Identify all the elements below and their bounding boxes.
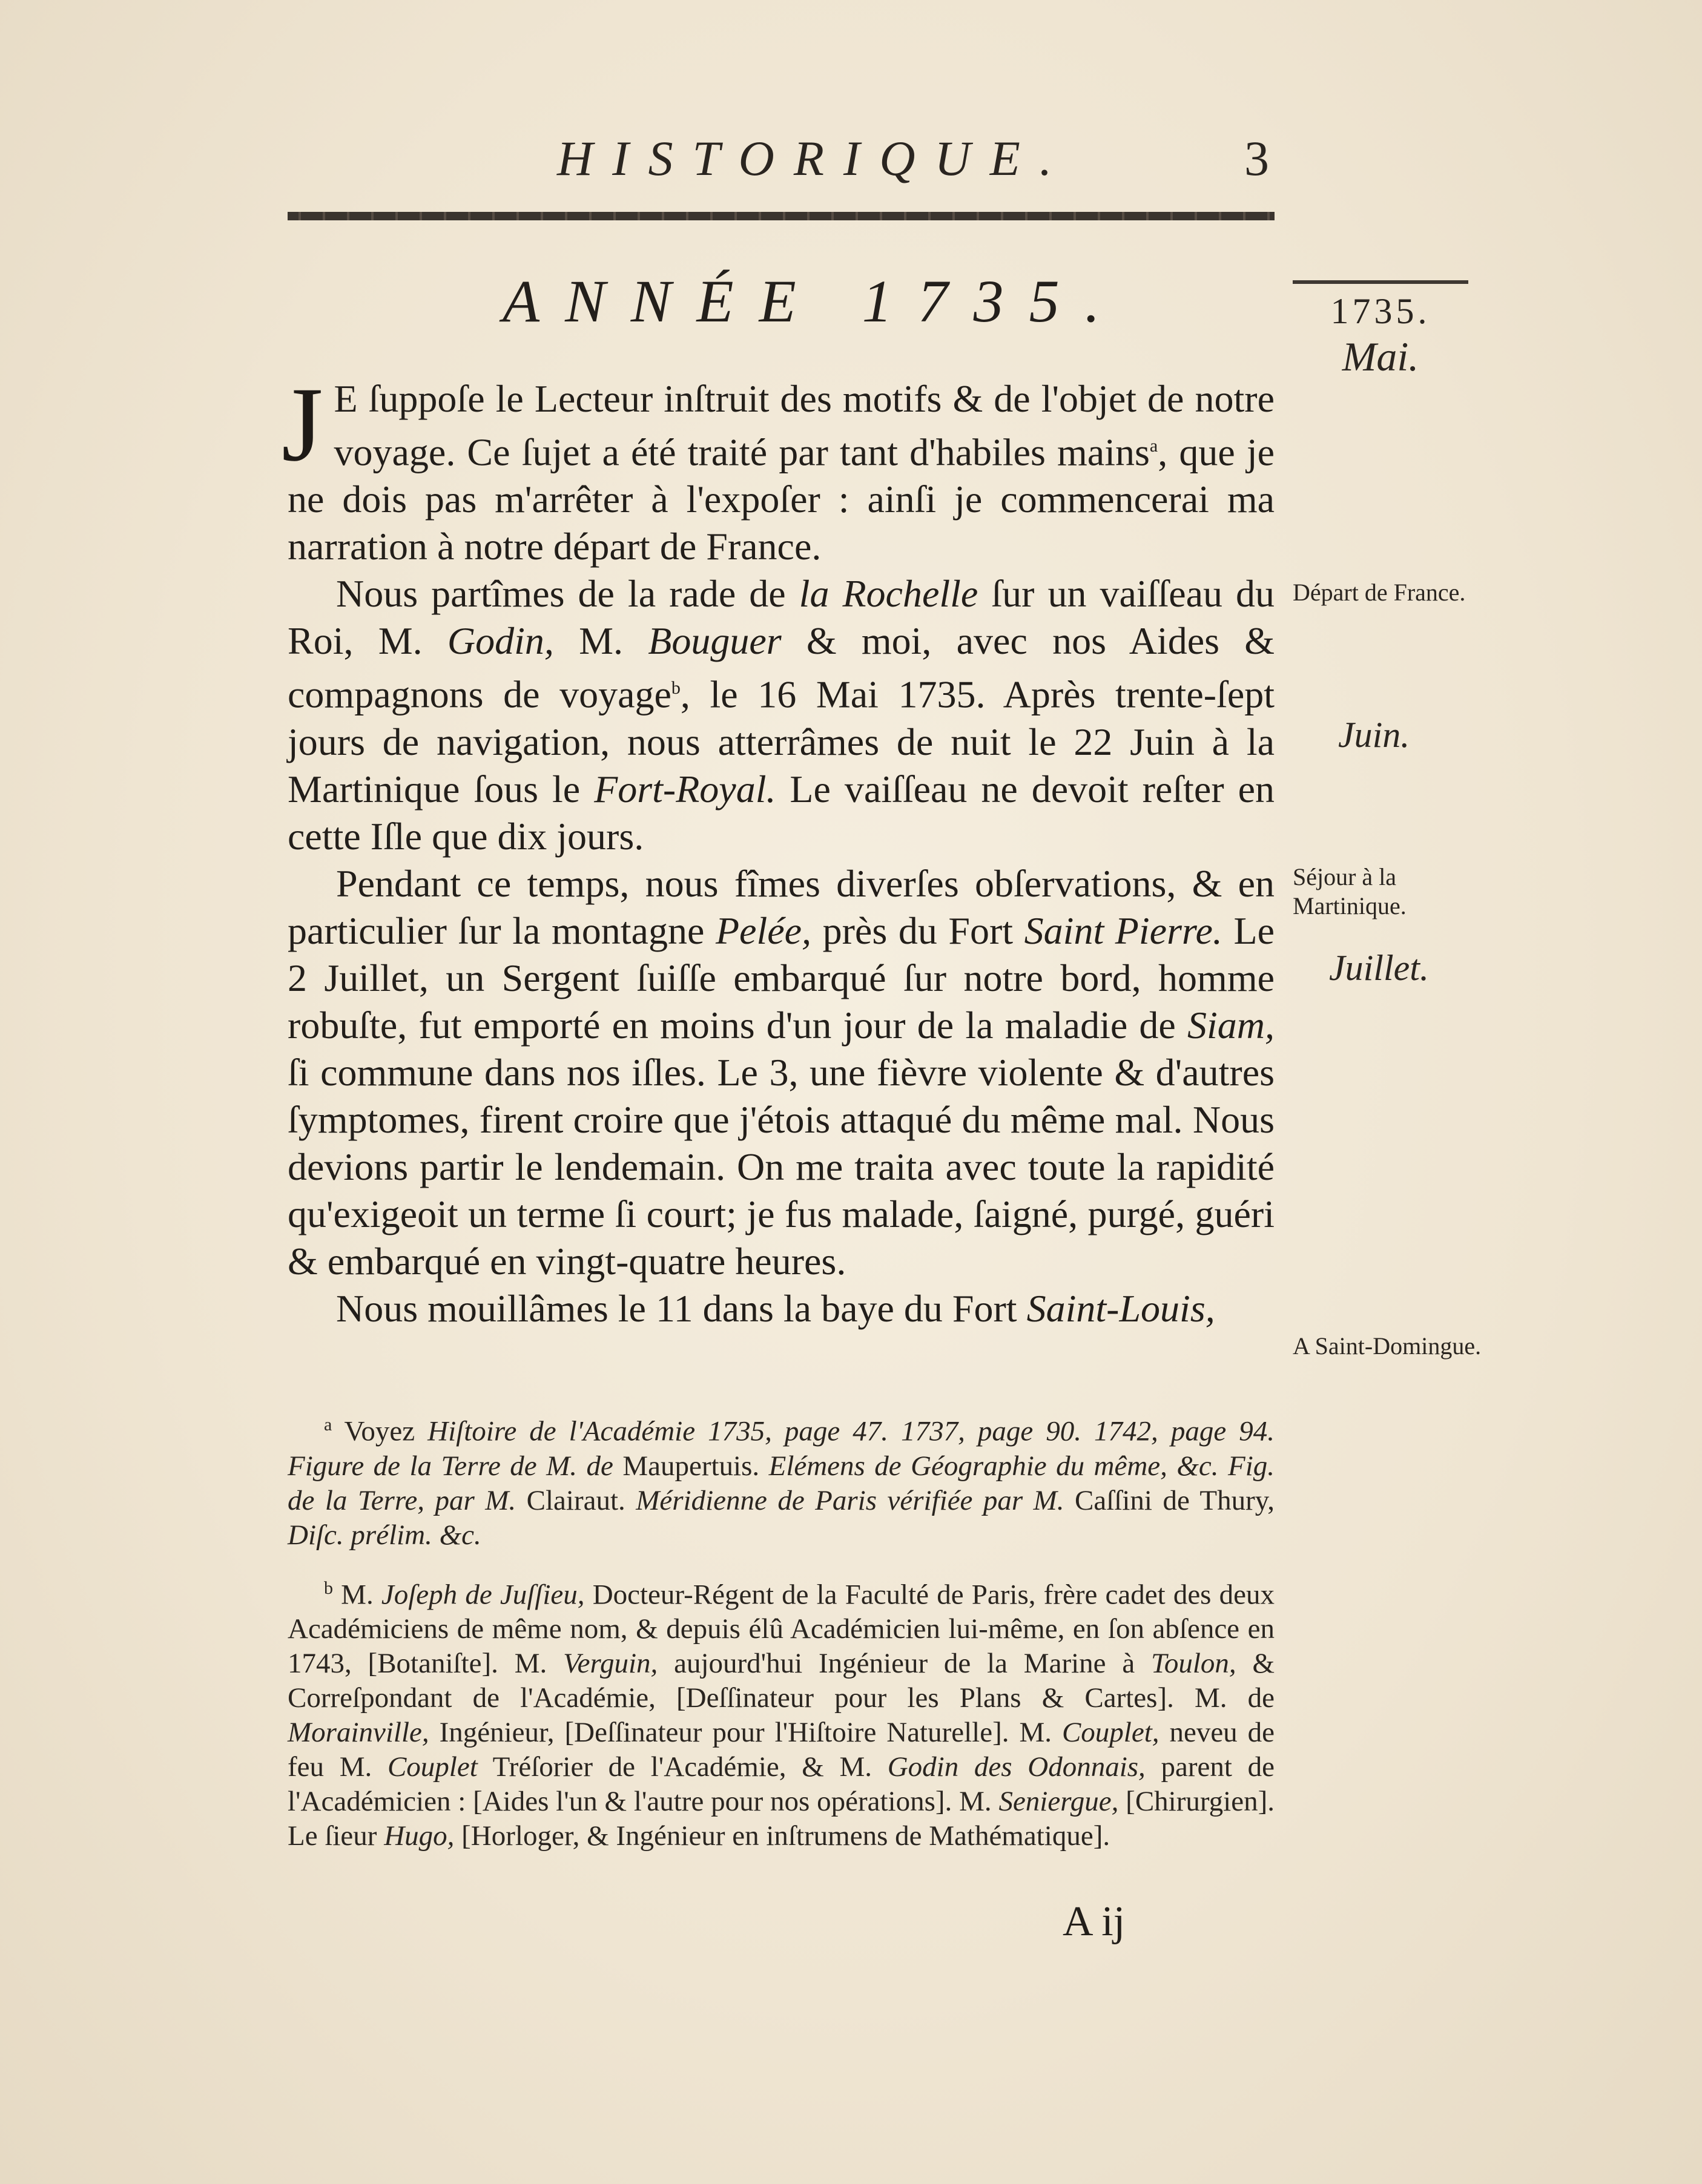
drop-cap: J: [282, 366, 323, 484]
fn-b-toulon: Toulon,: [1151, 1648, 1236, 1680]
footnotes: [288, 1407, 1275, 1872]
p2-godin: Godin,: [447, 619, 554, 663]
fn-b-9: [Chirurgien]. Le ſieur: [288, 1786, 1275, 1852]
fn-b-2: Docteur-Régent de la Faculté de Paris, frère cadet des deux Académiciens de même nom, & depuis élû Académicien lui-même, en ſon abſence en 1743, [Botaniſte]. M.: [288, 1579, 1275, 1680]
p3-a: Pendant ce temps, nous fîmes diverſes obſervations, & en particulier ſur la montagne: [288, 861, 1275, 952]
fn-a-hist: Hiſtoire de l'Académie 1735, page 47. 1737, page 90. 1742, page 94. Figure de la Terre de M. de: [288, 1415, 1275, 1482]
p2-e: , le 16 Mai 1735. Après trente-ſept jours de navigation, nous atterrâmes de nuit le 22 Juin à la Martinique ſous le: [288, 673, 1275, 811]
fn-a-4: Caſſini de Thury,: [1064, 1484, 1275, 1516]
paragraph-1: [282, 366, 1275, 570]
fn-a-elem: Elémens de Géographie du même, &c. Fig. de la Terre, par M.: [288, 1450, 1275, 1516]
margin-note-saint-domingue: A Saint-Domingue.: [1293, 1332, 1482, 1360]
p2-bouguer: Bouguer: [648, 619, 782, 663]
p2-a: Nous partîmes de la rade de: [336, 572, 799, 616]
margin-month-juin: Juin.: [1338, 715, 1410, 755]
fn-b-4: & Correſpondant de l'Académie, [Deſſinateur pour les Plans & Cartes]. M. de: [288, 1648, 1275, 1714]
paragraph-4: [288, 1285, 1275, 1332]
fn-b-couplet2: Couplet: [387, 1751, 478, 1783]
fn-b-couplet: Couplet,: [1061, 1717, 1159, 1749]
p3-pelee: Pelée,: [715, 909, 812, 952]
footnote-a-mark: a: [324, 1415, 332, 1435]
fn-a-disc: Diſc. prélim. &c.: [288, 1519, 481, 1551]
body-text: [282, 366, 1275, 1332]
fn-b-7: Tréſorier de l'Académie, & M.: [477, 1751, 888, 1783]
p1-text: E ſuppoſe le Lecteur inſtruit des motifs & de l'objet de notre voyage. Ce ſujet a été traité par tant d'habiles mains: [334, 377, 1275, 474]
p2-d: & moi, avec nos Aides & compagnons de voyage: [288, 619, 1275, 716]
p2-rochelle: la Rochelle: [799, 572, 978, 616]
section-title: ANNÉE 1735.: [503, 268, 1126, 335]
fn-b-morainville: Morainville,: [288, 1717, 429, 1749]
margin-month-juillet: Juillet.: [1329, 948, 1429, 988]
fn-a-merid: Méridienne de Paris vérifiée par M.: [636, 1484, 1064, 1516]
p4-stlouis: Saint-Louis,: [1026, 1286, 1215, 1330]
paragraph-2: [288, 570, 1275, 860]
margin-note-sejour: Séjour à la Martinique.: [1293, 863, 1407, 919]
footnote-ref-a: a: [1149, 436, 1158, 456]
p4-a: Nous mouillâmes le 11 dans la baye du Fort: [336, 1286, 1027, 1330]
fn-b-jussieu: Joſeph de Juſſieu,: [381, 1579, 585, 1611]
margin-month-mai: Mai.: [1342, 334, 1419, 380]
paragraph-3: [288, 860, 1275, 1285]
fn-b-seniergue: Seniergue,: [998, 1786, 1119, 1818]
p2-f: Le vaiſſeau ne devoit reſter en cette Iſle que dix jours.: [288, 767, 1275, 858]
footnote-a: [288, 1407, 1275, 1553]
footnote-ref-b: b: [671, 678, 681, 699]
p1-text2: , que je ne dois pas m'arrêter à l'expoſer : ainſi je commencerai ma narration à notre départ de France.: [288, 430, 1275, 568]
fn-a-3: Clairaut.: [516, 1484, 636, 1516]
p2-c: M.: [553, 619, 648, 663]
p3-b: près du Fort: [811, 909, 1024, 952]
fn-b-1: M.: [333, 1579, 381, 1611]
fn-a-1: Voyez: [332, 1415, 428, 1447]
p3-stpierre: Saint Pierre.: [1024, 909, 1222, 952]
p2-b: ſur un vaiſſeau du Roi, M.: [288, 572, 1275, 663]
fn-b-8: parent de l'Académicien : [Aides l'un & l'autre pour nos opérations]. M.: [288, 1751, 1275, 1818]
p3-c: Le 2 Juillet, un Sergent ſuiſſe embarqué ſur notre bord, homme robuſte, fut emporté en moins d'un jour de la maladie de: [288, 909, 1275, 1047]
fn-b-10: [Horloger, & Ingénieur en inſtrumens de Mathématique].: [454, 1820, 1110, 1852]
p3-siam: Siam,: [1187, 1003, 1275, 1047]
fn-a-2: Maupertuis.: [613, 1450, 769, 1482]
footnote-b: [288, 1571, 1275, 1854]
p3-d: ſi commune dans nos iſles. Le 3, une fièvre violente & d'autres ſymptomes, firent croire que j'étois attaqué du même mal. Nous devions partir le lendemain. On me traita avec toute la rapidité qu'exigeoit un terme ſi court; je fus malade, ſaigné, purgé, guéri & embarqué en vingt-quatre heures.: [288, 1050, 1275, 1283]
page-number: 3: [1244, 131, 1269, 186]
p2-fort: Fort-Royal.: [594, 767, 776, 811]
fn-b-5: Ingénieur, [Deſſinateur pour l'Hiſtoire Naturelle]. M.: [429, 1717, 1062, 1749]
running-head: HISTORIQUE.: [557, 131, 1072, 186]
fn-b-3: aujourd'hui Ingénieur de la Marine à: [658, 1648, 1151, 1680]
fn-b-hugo: Hugo,: [384, 1820, 455, 1852]
header-rule: [288, 212, 1275, 220]
margin-year: 1735.: [1330, 291, 1431, 331]
fn-b-6: neveu de feu M.: [288, 1717, 1275, 1783]
fn-b-godin: Godin des Odonnais,: [887, 1751, 1146, 1783]
fn-b-verguin: Verguin,: [563, 1648, 658, 1680]
margin-rule: [1293, 280, 1468, 284]
signature-mark: A ij: [1063, 1898, 1126, 1945]
footnote-b-mark: b: [324, 1577, 333, 1598]
margin-note-depart: Départ de France.: [1293, 579, 1466, 606]
